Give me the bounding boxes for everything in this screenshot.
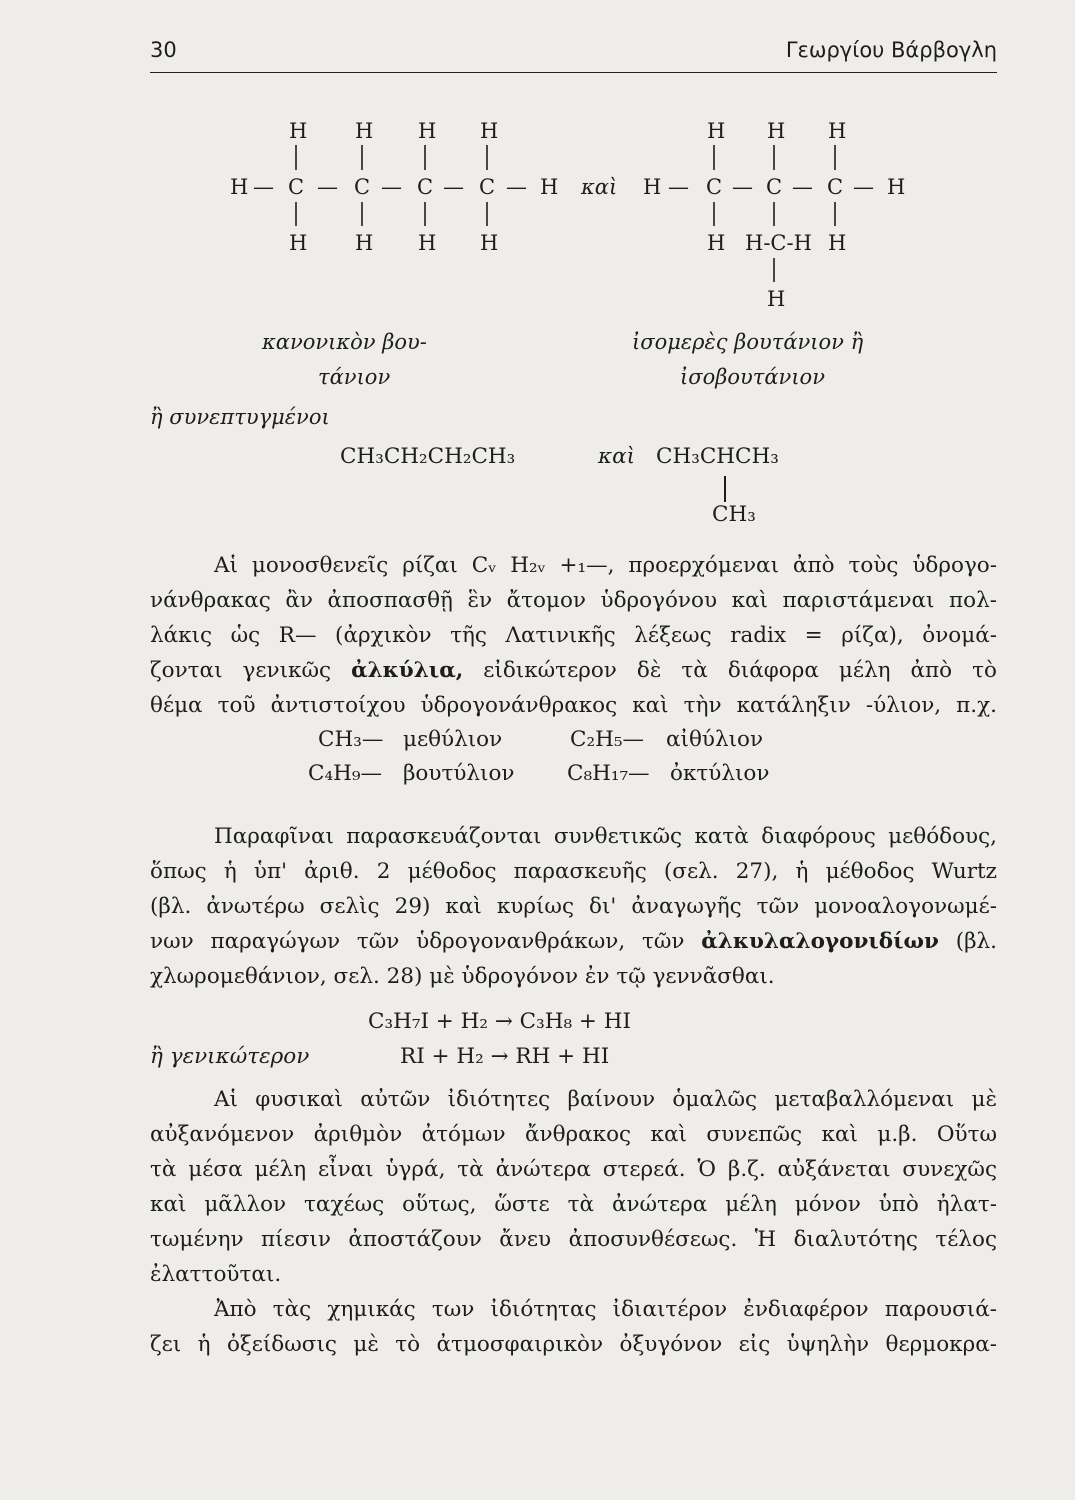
alkyl-formula-butyl: C₄H₉— — [308, 761, 382, 786]
isobutane-dash-4: — — [853, 175, 874, 199]
para2-line-5: χλωρομεθάνιον, σελ. 28) μὲ ὑδρογόνον ἐν τῷ γεννᾶσθαι. — [150, 964, 775, 989]
isobutane-h-top-2: H — [767, 119, 786, 143]
term-alkyl-halides: ἀλκυλαλογονιδίων — [701, 929, 939, 954]
caption-normal-butane-1: κανονικὸν βου- — [262, 330, 427, 354]
butane-dash-4: — — [443, 175, 464, 199]
para1-line-4 — [150, 658, 997, 683]
structural-formulas — [0, 0, 1075, 340]
term-alkyls: ἀλκύλια, — [351, 658, 464, 683]
para4-line-2: ζει ἡ ὀξείδωσις μὲ τὸ ἀτμοσφαιρικὸν ὀξυγόνον εἰς ὑψηλὴν θερμοκρα- — [150, 1332, 997, 1357]
condensed-intro: ἢ συνεπτυγμένοι — [150, 405, 330, 429]
equation-general: RI + H₂ → RH + HI — [400, 1044, 610, 1069]
isobutane-h-top-3: H — [828, 119, 847, 143]
butane-c-3: C — [417, 175, 434, 199]
para3-line-3: τὰ μέσα μέλη εἶναι ὑγρά, τὰ ἀνώτερα στερεά. Ὁ β.ζ. αὐξάνεται συνεχῶς — [150, 1157, 997, 1182]
butane-h-top-2: H — [355, 119, 374, 143]
butane-dash-1: — — [253, 175, 274, 199]
para3-line-5: τωμένην πίεσιν ἀποστάζουν ἄνευ ἀποσυνθέσεως. Ἡ διαλυτότης τέλος — [150, 1227, 997, 1252]
equation-generally-label: ἢ γενικώτερον — [150, 1044, 310, 1069]
isobutane-dash-2: — — [732, 175, 753, 199]
isobutane-h-bottom-3: H — [828, 231, 847, 255]
condensed-conjunction: καὶ — [598, 444, 636, 469]
condensed-isobutane: CH₃CHCH₃ — [656, 444, 779, 469]
butane-structure — [230, 119, 558, 255]
butane-h-bottom-1: H — [289, 231, 308, 255]
butane-c-2: C — [354, 175, 371, 199]
para2-line-2: ὅπως ἡ ὑπ' ἀριθ. 2 μέθοδος παρασκευῆς (σελ. 27), ἡ μέθοδος Wurtz — [150, 859, 997, 884]
caption-isobutane-1: ἰσομερὲς βουτάνιον ἢ — [632, 330, 864, 354]
butane-h-bottom-2: H — [355, 231, 374, 255]
isobutane-dash-1: — — [668, 175, 689, 199]
para1-line-3: λάκις ὡς R— (ἀρχικὸν τῆς Λατινικῆς λέξεως radix = ρίζα), ὀνομά- — [150, 623, 997, 648]
isobutane-h-top-1: H — [707, 119, 726, 143]
para2-line-3: (βλ. ἀνωτέρω σελὶς 29) καὶ κυρίως δι' ἀναγωγῆς τῶν μονοαλογονωμέ- — [150, 894, 997, 919]
para2-line-4 — [150, 929, 997, 954]
caption-isobutane-2: ἰσοβουτάνιον — [680, 365, 825, 389]
isobutane-h-right: H — [887, 175, 906, 199]
isobutane-branch-group: H-C-H — [745, 231, 812, 255]
butane-h-right: H — [540, 175, 559, 199]
butane-c-4: C — [479, 175, 496, 199]
para2-line-1: Παραφῖναι παρασκευάζονται συνθετικῶς κατὰ διαφόρους μεθόδους, — [214, 824, 997, 849]
butane-c-1: C — [288, 175, 305, 199]
butane-dash-5: — — [506, 175, 527, 199]
butane-h-top-1: H — [289, 119, 308, 143]
isobutane-dash-3: — — [792, 175, 813, 199]
alkyl-name-butyl: βουτύλιον — [403, 761, 515, 786]
alkyl-name-methyl: μεθύλιον — [403, 727, 503, 752]
page-number: 30 — [150, 38, 177, 62]
butane-h-top-4: H — [480, 119, 499, 143]
butane-h-bottom-3: H — [418, 231, 437, 255]
para1-line-2: νάνθρακας ἂν ἀποσπασθῇ ἓν ἄτομον ὑδρογόνου καὶ παριστάμεναι πολ- — [150, 588, 997, 613]
alkyl-name-ethyl: αἰθύλιον — [666, 727, 764, 752]
isobutane-h-left: H — [643, 175, 662, 199]
equation-propyl-iodide: C₃H₇I + H₂ → C₃H₈ + HI — [368, 1009, 632, 1034]
alkyl-formula-ethyl: C₂H₅— — [570, 727, 644, 752]
para1-line-1: Αἱ μονοσθενεῖς ρίζαι Cᵥ H₂ᵥ +₁—, προερχόμεναι ἀπὸ τοὺς ὑδρογο- — [214, 553, 997, 578]
isobutane-structure — [643, 119, 905, 311]
isobutane-c-1: C — [706, 175, 723, 199]
condensed-isobutane-branch: CH₃ — [712, 502, 756, 527]
condensed-butane: CH₃CH₂CH₂CH₃ — [340, 444, 516, 469]
para2-line-4-end: (βλ. — [938, 929, 997, 954]
isobutane-c-2: C — [766, 175, 783, 199]
para1-line-4-start: ζονται γενικῶς — [150, 658, 352, 683]
isobutane-h-branch: H — [767, 287, 786, 311]
butane-h-top-3: H — [418, 119, 437, 143]
isobutane-h-bottom-1: H — [707, 231, 726, 255]
butane-h-bottom-4: H — [480, 231, 499, 255]
structures-conjunction: καὶ — [581, 175, 618, 199]
butane-h-left: H — [230, 175, 249, 199]
para4-line-1: Ἀπὸ τὰς χημικάς των ἰδιότητας ἰδιαιτέρον ἐνδιαφέρον παρουσιά- — [214, 1297, 997, 1322]
butane-dash-3: — — [381, 175, 402, 199]
alkyl-name-octyl: ὀκτύλιον — [670, 761, 770, 786]
para1-line-4-end: εἰδικώτερον δὲ τὰ διάφορα μέλη ἀπὸ τὸ — [463, 658, 997, 683]
isobutane-c-3: C — [827, 175, 844, 199]
alkyl-formula-methyl: CH₃— — [318, 727, 384, 752]
running-head: Γεωργίου Βάρβογλη — [785, 38, 997, 62]
para3-line-6: ἐλαττοῦται. — [150, 1262, 282, 1287]
para3-line-4: καὶ μᾶλλον ταχέως οὕτως, ὥστε τὰ ἀνώτερα μέλη μόνον ὑπὸ ἠλατ- — [150, 1192, 997, 1217]
para2-line-4-start: νων παραγώγων τῶν ὑδρογονανθράκων, τῶν — [150, 929, 702, 954]
condensed-branch-bond — [724, 476, 726, 502]
butane-dash-2: — — [317, 175, 338, 199]
alkyl-formula-octyl: C₈H₁₇— — [567, 761, 650, 786]
para1-line-5: θέμα τοῦ ἀντιστοίχου ὑδρογονάνθρακος καὶ τὴν κατάληξιν -ύλιον, π.χ. — [150, 693, 997, 718]
para3-line-1: Αἱ φυσικαὶ αὐτῶν ἰδιότητες βαίνουν ὁμαλῶς μεταβαλλόμεναι μὲ — [214, 1087, 997, 1112]
caption-normal-butane-2: τάνιον — [318, 365, 391, 389]
para3-line-2: αὐξανόμενον ἀριθμὸν ἀτόμων ἄνθρακος καὶ συνεπῶς καὶ μ.β. Οὕτω — [150, 1122, 997, 1147]
